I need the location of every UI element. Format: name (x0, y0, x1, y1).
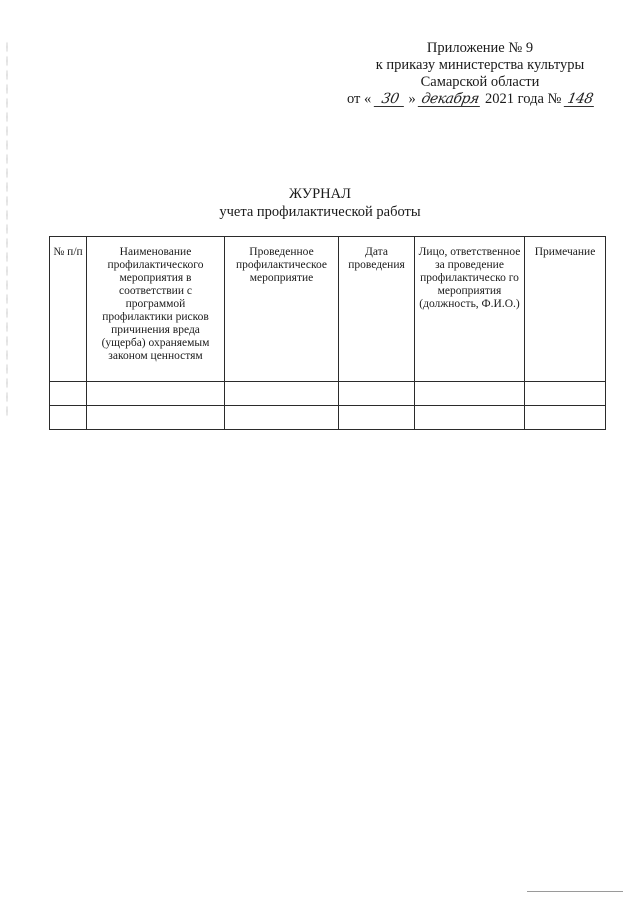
table-cell (525, 406, 606, 430)
appendix-header (330, 40, 630, 108)
table-row (50, 406, 606, 430)
handwritten-order-number: 148 (564, 93, 596, 107)
column-header-date: Дата проведения (339, 237, 415, 382)
table-header-row (50, 237, 606, 382)
table-cell (87, 382, 225, 406)
table-cell (225, 382, 339, 406)
column-header-note: Примечание (525, 237, 606, 382)
scan-edge-artifacts (6, 40, 8, 420)
handwritten-day: 30 (374, 93, 406, 107)
handwritten-month: декабря (418, 93, 482, 107)
date-quote-close: » (408, 91, 416, 107)
appendix-date-line (330, 91, 630, 108)
column-header-number: № п/п (50, 237, 87, 382)
column-header-responsible: Лицо, ответственное за проведение профилактическо го мероприятия (должность, Ф.И.О.) (415, 237, 525, 382)
footer-rule (527, 891, 623, 892)
date-prefix: от « (347, 91, 372, 107)
journal-table (49, 236, 606, 430)
table-cell (415, 382, 525, 406)
appendix-order-ref: к приказу министерства культуры (375, 57, 585, 73)
column-header-event-held: Проведенное профилактическое мероприятие (225, 237, 339, 382)
table-cell (87, 406, 225, 430)
table-cell (339, 382, 415, 406)
appendix-region: Самарской области (420, 74, 540, 90)
table-cell (339, 406, 415, 430)
table-cell (50, 382, 87, 406)
table-cell (525, 382, 606, 406)
column-header-event-name: Наименование профилактического мероприятия в соответствии с программой профилактики рисков причинения вреда (ущерба) охраняемым законом ценностям (87, 237, 225, 382)
journal-subtitle: учета профилактической работы (219, 204, 421, 220)
table-cell (50, 406, 87, 430)
appendix-number: Приложение № 9 (426, 40, 534, 56)
table-cell (225, 406, 339, 430)
table-row (50, 382, 606, 406)
date-year-text: 2021 года № (485, 91, 562, 107)
table-cell (415, 406, 525, 430)
journal-title: ЖУРНАЛ (289, 186, 351, 202)
